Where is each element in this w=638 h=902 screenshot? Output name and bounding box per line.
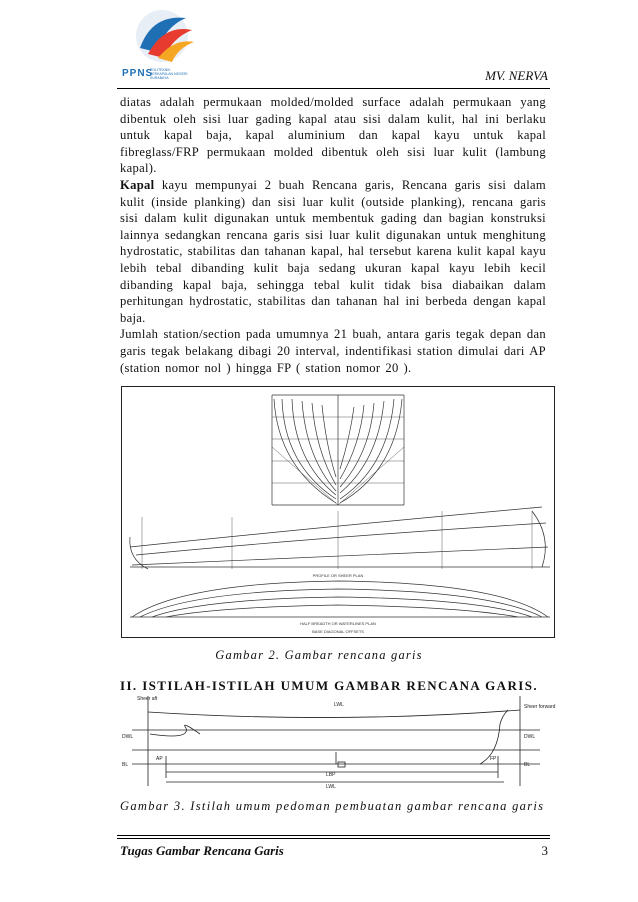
midship-symbol bbox=[338, 762, 345, 767]
ap-label: AP bbox=[156, 756, 163, 762]
dwl-right-label: DWL bbox=[524, 734, 536, 740]
lwl-top-label: LWL bbox=[334, 702, 344, 708]
half-breadth-label: HALF BREADTH OR WATERLINES PLAN bbox=[300, 621, 376, 626]
logo-text: PPNS bbox=[122, 68, 154, 79]
paragraph-3: Jumlah station/section pada umumnya 21 buah, antara garis tegak depan dan garis tegak belakang dibagi 20 interval, indentifikasi station dimulai dari AP (station nomor nol ) hingga FP ( station nomor 20 ). bbox=[120, 327, 546, 375]
body-text bbox=[120, 94, 546, 376]
bl-right-label: BL bbox=[524, 762, 531, 768]
dwl-left-label: DWL bbox=[122, 734, 134, 740]
figure-3-caption: Gambar 3. Istilah umum pedoman pembuatan gambar rencana garis bbox=[120, 799, 545, 813]
footer-divider-secondary bbox=[117, 838, 550, 839]
lines-plan-drawing bbox=[122, 387, 554, 637]
figure-2-caption: Gambar 2. Gambar rencana garis bbox=[215, 648, 423, 662]
terminology-diagram bbox=[120, 694, 556, 790]
section-heading: II. ISTILAH-ISTILAH UMUM GAMBAR RENCANA GARIS. bbox=[120, 678, 538, 693]
paragraph-2-bold-word: Kapal bbox=[120, 177, 155, 192]
header-divider bbox=[117, 88, 550, 89]
profile-plan-label: PROFILE OR SHEER PLAN bbox=[312, 573, 364, 578]
logo-subtext: POLITEKNIK PERKAPALAN NEGERI SURABAYA bbox=[150, 68, 188, 80]
bl-left-label: BL bbox=[122, 762, 129, 768]
footer-title: Tugas Gambar Rencana Garis bbox=[120, 843, 284, 858]
sheer-forward-label: Sheer forward bbox=[524, 704, 556, 710]
paragraph-2 bbox=[120, 177, 546, 326]
lwl-bottom-label: LWL bbox=[326, 784, 336, 790]
footer-divider bbox=[117, 835, 550, 836]
fp-label: FP bbox=[490, 756, 497, 762]
base-diagonal-label: BASE DIAGONAL OFFSETS bbox=[312, 629, 364, 634]
paragraph-2-text: kayu mempunyai 2 buah Rencana garis, Rencana garis sisi dalam kulit (inside planking) dan sisi luar kulit (outside planking), rencana garis sisi dalam kulit digunakan untuk membentuk gading dan bagian konstruksi lainnya sedangkan rencana garis sisi luar kulit digunakan untuk menghitung hydrostatic, stabilitas dan tahanan kapal, hal tersebut karena kulit kapal kayu lebih tebal dibanding kulit baja sedang ukuran kapal kayu lebih kecil dibanding kapal baja, sehingga tebal kulit tidak bisa diabaikan dalam perhitungan hydrostatic, stabilitas dan tahanan hal ini berbeda dengan kapal baja. bbox=[120, 177, 546, 325]
header-title: MV. NERVA bbox=[485, 68, 548, 83]
page-number: 3 bbox=[541, 843, 548, 858]
lbp-label: LBP bbox=[326, 772, 336, 778]
paragraph-1: diatas adalah permukaan molded/molded surface adalah permukaan yang dibentuk oleh sisi luar gading kapal atau sisi dalam kulit, hal ini berlaku untuk kapal baja, kapal aluminium dan kapal kayu untuk kapal fibreglass/FRP permukaan molded dibentuk oleh sisi luar kulit (lambung kapal). bbox=[120, 95, 546, 176]
lines-plan-figure bbox=[121, 386, 555, 638]
sheer-aft-label: Sheer aft bbox=[137, 696, 158, 702]
